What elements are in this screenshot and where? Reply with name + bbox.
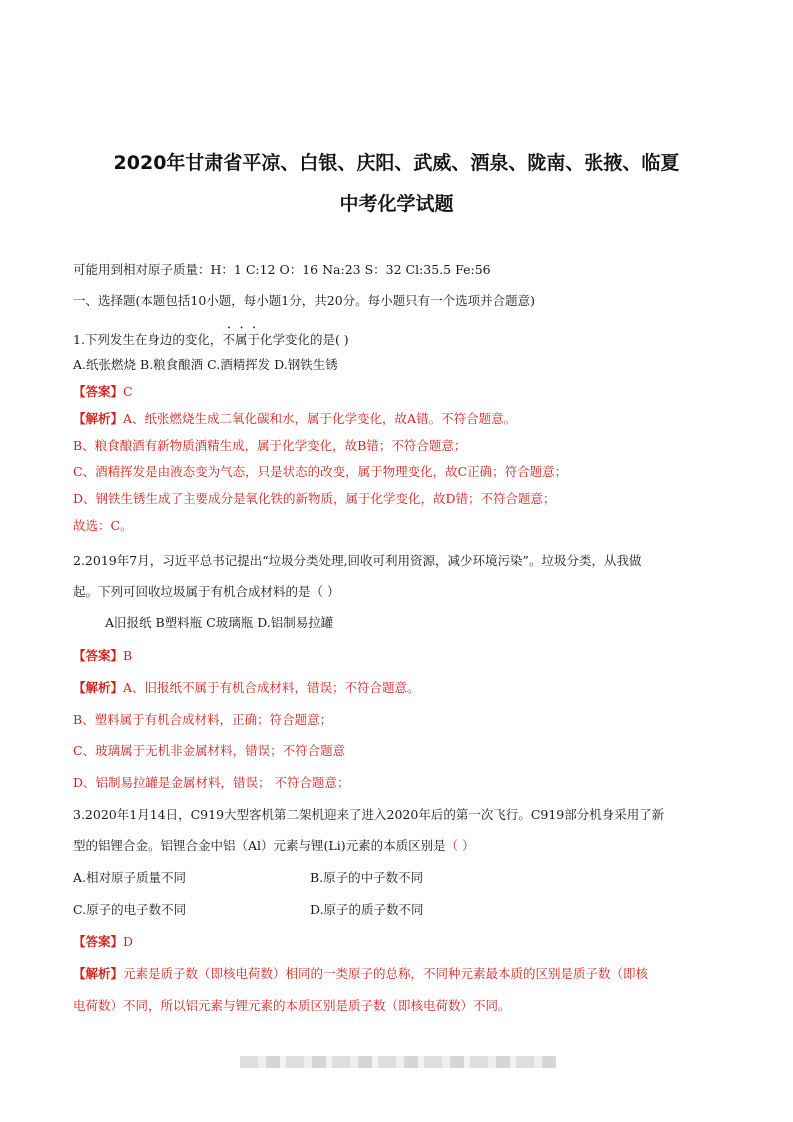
section-heading: 一、选择题(本题包括10小题，每小题1分，共20分。每小题只有一个选项并合题意) [73, 293, 536, 308]
q3-stem-line-1: 3.2020年1月14日，C919大型客机第二架机迎来了进入2020年后的第一次飞行。C919部分机身采用了新 [73, 807, 665, 822]
q3-option-c: C.原子的电子数不同 [73, 902, 187, 917]
q3-analysis-line-2: 电荷数）不同，所以铝元素与锂元素的本质区别是质子数（即核电荷数）不同。 [73, 998, 511, 1013]
q1-stem-emphasis: 不属于 [222, 332, 260, 347]
q3-stem-line-2 [73, 838, 733, 854]
q1-stem-part-a: 1.下列发生在身边的变化， [73, 332, 223, 347]
q2-analysis-line-4: D、铝制易拉罐是金属材料，错误； 不符合题意； [73, 775, 350, 790]
q1-analysis-line-4: D、钢铁生锈生成了主要成分是氧化铁的新物质，属于化学变化，故D错；不符合题意； [73, 491, 556, 506]
q3-stem-paren: （ ） [445, 838, 475, 853]
q2-analysis-line-3: C、玻璃属于无机非金属材料，错误；不符合题意 [73, 743, 346, 758]
atomic-masses: 可能用到相对原子质量：H：1 C:12 O：16 Na:23 S：32 Cl:35.5 Fe:56 [73, 262, 491, 277]
q2-answer-tag: 【答案】 [73, 648, 124, 663]
q3-option-b: B.原子的中子数不同 [310, 870, 424, 885]
q3-analysis-text: 元素是质子数（即核电荷数）相同的一类原子的总称，不同种元素最本质的区别是质子数（即核 [123, 966, 649, 981]
title-line-2: 中考化学试题 [339, 193, 454, 215]
q1-analysis-line-2: B、粮食酿酒有新物质酒精生成，属于化学变化，故B错；不符合题意； [73, 438, 467, 453]
q3-analysis-line-1 [73, 966, 733, 982]
q1-answer-value: C [123, 384, 133, 399]
q2-analysis-text: A、旧报纸不属于有机合成材料，错误；不符合题意。 [123, 680, 420, 695]
q2-answer [73, 648, 733, 664]
q1-analysis-text: A、纸张燃烧生成二氧化碳和水，属于化学变化，故A错。不符合题意。 [123, 411, 517, 426]
q2-options: A旧报纸 B塑料瓶 C玻璃瓶 D.铝制易拉罐 [105, 615, 334, 630]
q2-analysis-tag: 【解析】 [73, 680, 124, 695]
blurred-footer-watermark [240, 1056, 556, 1068]
q1-answer-tag: 【答案】 [73, 384, 124, 399]
q2-analysis-line-2: B、塑料属于有机合成材料，正确；符合题意； [73, 712, 333, 727]
q3-answer-value: D [123, 934, 134, 949]
title-line-1: 2020年甘肃省平凉、白银、庆阳、武威、酒泉、陇南、张掖、临夏 [113, 152, 680, 174]
q3-option-a: A.相对原子质量不同 [73, 870, 187, 885]
q3-option-d: D.原子的质子数不同 [310, 902, 424, 917]
q1-analysis-line-1 [73, 411, 733, 427]
q1-stem [73, 325, 733, 348]
q3-stem-text: 型的铝锂合金。铝锂合金中铝（Al）元素与锂(Li)元素的本质区别是 [73, 838, 446, 853]
q3-answer [73, 934, 733, 950]
q1-stem-part-b: 化学变化的是( ) [259, 332, 349, 347]
q2-stem-line-2: 起。下列可回收垃圾属于有机合成材料的是（ ） [73, 584, 340, 599]
q3-answer-tag: 【答案】 [73, 934, 124, 949]
q1-answer [73, 384, 733, 400]
q2-analysis-line-1 [73, 680, 733, 696]
q2-answer-value: B [123, 648, 133, 663]
q3-analysis-tag: 【解析】 [73, 966, 124, 981]
q1-options: A.纸张燃烧 B.粮食酿酒 C.酒精挥发 D.钢铁生锈 [73, 357, 338, 372]
q2-stem-line-1: 2.2019年7月，习近平总书记提出“垃圾分类处理,回收可利用资源，减少环境污染”。垃圾分类，从我做 [73, 553, 642, 568]
q1-analysis-line-5: 故选：C。 [73, 518, 133, 533]
q1-analysis-tag: 【解析】 [73, 411, 124, 426]
q1-analysis-line-3: C、酒精挥发是由液态变为气态，只是状态的改变，属于物理变化，故C正确；符合题意； [73, 464, 568, 479]
